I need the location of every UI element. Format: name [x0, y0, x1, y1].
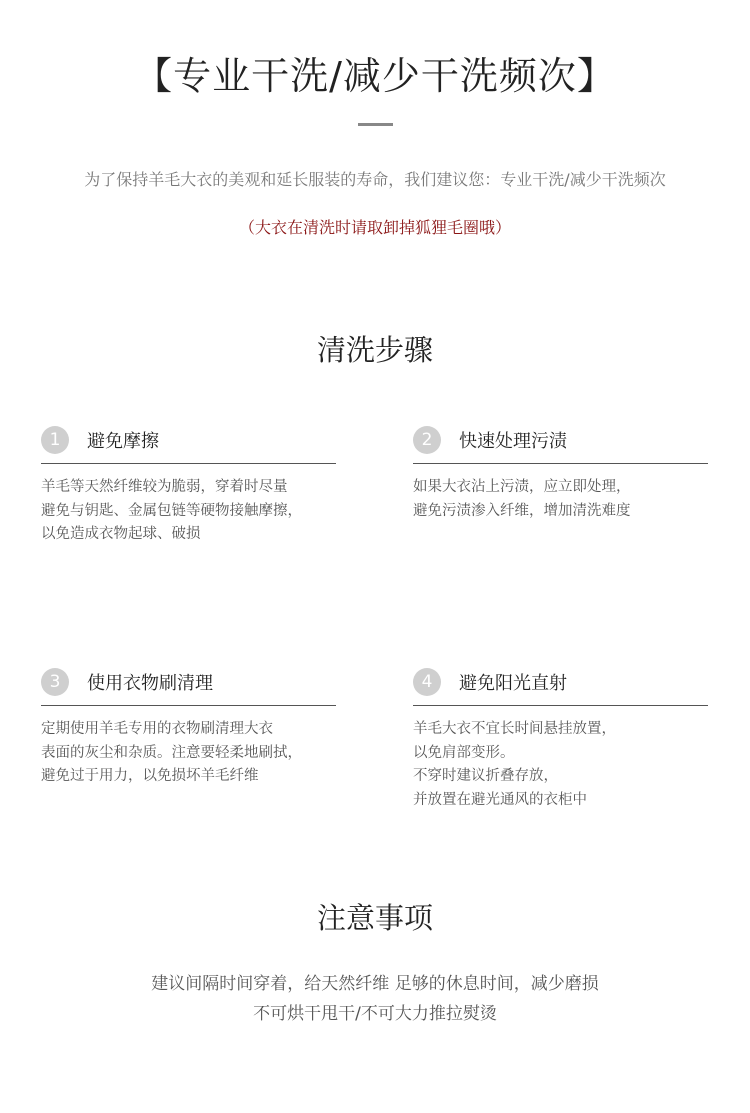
step-header — [41, 423, 336, 464]
step-text-line: 羊毛等天然纤维较为脆弱，穿着时尽量 — [41, 479, 288, 495]
step-description — [413, 476, 708, 523]
title-divider — [358, 123, 393, 126]
step-text-line: 避免与钥匙、金属包链等硬物接触摩擦， — [41, 502, 302, 519]
step-text-line: 避免污渍渗入纤维，增加清洗难度 — [413, 502, 631, 519]
step-header — [413, 423, 708, 464]
step-text-line: 避免过于用力，以免损坏羊毛纤维 — [41, 768, 259, 784]
step-text-line: 不穿时建议折叠存放， — [413, 768, 558, 784]
step-text-line: 如果大衣沾上污渍，应立即处理， — [413, 479, 631, 495]
step-text-line: 羊毛大衣不宜长时间悬挂放置， — [413, 721, 616, 737]
note-line: 建议间隔时间穿着，给天然纤维 足够的休息时间，减少磨损 — [151, 974, 599, 994]
step-card-1 — [41, 423, 336, 547]
step-card-2 — [413, 423, 708, 523]
step-description — [413, 718, 708, 812]
step-title: 快速处理污渍 — [459, 431, 567, 452]
notes-heading: 注意事项 — [316, 901, 433, 935]
step-title: 避免阳光直射 — [459, 673, 567, 694]
step-number-badge: 2 — [413, 426, 441, 454]
step-text-line: 以免肩部变形。 — [413, 744, 515, 761]
red-note: （大衣在清洗时请取卸掉狐狸毛圈哦） — [238, 218, 511, 237]
step-number-badge: 4 — [413, 668, 441, 696]
steps-heading: 清洗步骤 — [316, 333, 433, 367]
page-subtitle: 为了保持羊毛大衣的美观和延长服装的寿命，我们建议您：专业干洗/减少干洗频次 — [84, 170, 666, 189]
step-text-line: 以免造成衣物起球、破损 — [41, 526, 201, 542]
step-number-badge: 3 — [41, 668, 69, 696]
step-number-badge: 1 — [41, 426, 69, 454]
step-header — [413, 665, 708, 706]
step-header — [41, 665, 336, 706]
note-line: 不可烘干甩干/不可大力推拉熨烫 — [253, 1004, 497, 1024]
step-text-line: 表面的灰尘和杂质。注意要轻柔地刷拭， — [41, 744, 302, 761]
step-card-3 — [41, 665, 336, 789]
step-description — [41, 718, 336, 789]
step-card-4 — [413, 665, 708, 812]
page-title: 【专业干洗/减少干洗频次】 — [134, 54, 616, 98]
step-text-line: 定期使用羊毛专用的衣物刷清理大衣 — [41, 721, 273, 737]
step-title: 避免摩擦 — [87, 431, 159, 452]
step-description — [41, 476, 336, 547]
step-title: 使用衣物刷清理 — [87, 673, 213, 694]
step-text-line: 并放置在避光通风的衣柜中 — [413, 791, 587, 808]
